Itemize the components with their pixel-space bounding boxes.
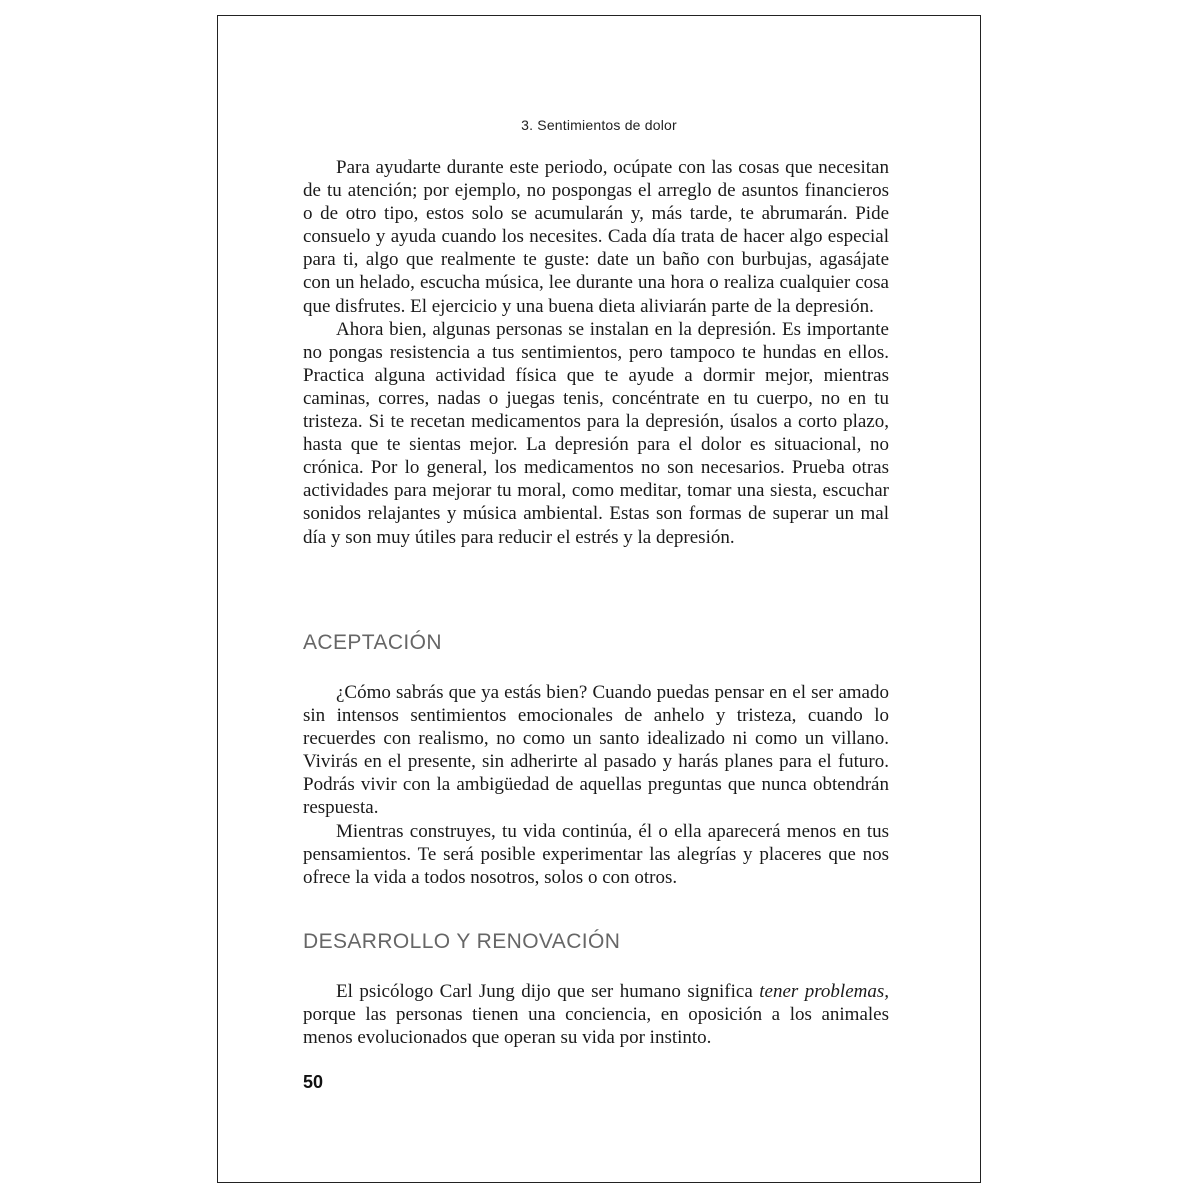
section-aceptacion-text	[303, 681, 889, 889]
page-number: 50	[303, 1072, 324, 1092]
section-heading-desarrollo: DESARROLLO Y RENOVACIÓN	[303, 930, 621, 953]
section-heading-aceptacion: ACEPTACIÓN	[303, 631, 442, 654]
italic-text-run: tener problemas,	[759, 981, 889, 1002]
paragraph: ¿Cómo sabrás que ya estás bien? Cuando puedas pensar en el ser amado sin intensos sentimientos emocionales de anhelo y tristeza, cuando lo recuerdes con realismo, no como un santo idealizado ni como un villano. Vivirás en el presente, sin adherirte al pasado y harás planes para el futuro. Podrás vivir con la ambigüedad de aquellas preguntas que nunca obtendrán respuesta.	[303, 682, 889, 819]
paragraph: Para ayudarte durante este periodo, ocúpate con las cosas que necesitan de tu atención; por ejemplo, no pospongas el arreglo de asuntos financieros o de otro tipo, estos solo se acumularán y, más tarde, te abrumarán. Pide consuelo y ayuda cuando los necesites. Cada día trata de hacer algo especial para ti, algo que realmente te guste: date un baño con burbujas, agasájate con un helado, escucha música, lee durante una hora o realiza cualquier cosa que disfrutes. El ejercicio y una buena dieta aliviarán parte de la depresión.	[303, 157, 889, 317]
section-desarrollo-text	[303, 980, 889, 1049]
paragraph: Ahora bien, algunas personas se instalan en la depresión. Es importante no pongas resistencia a tus sentimientos, pero tampoco te hundas en ellos. Practica alguna actividad física que te ayude a dormir mejor, mientras caminas, corres, nadas o juegas tenis, concéntrate en tu cuerpo, no en tu tristeza. Si te recetan medicamentos para la depresión, úsalos a corto plazo, hasta que te sientas mejor. La depresión para el dolor es situacional, no crónica. Por lo general, los medicamentos no son necesarios. Prueba otras actividades para mejorar tu moral, como meditar, tomar una siesta, escuchar sonidos relajantes y música ambiental. Estas son formas de superar un mal día y son muy útiles para reducir el estrés y la depresión.	[303, 318, 889, 548]
paragraph	[303, 980, 889, 1049]
text-run: porque las personas tienen una conciencia, en oposición a los animales menos evolucionados que operan su vida por instinto.	[303, 1004, 889, 1049]
running-head: 3. Sentimientos de dolor	[521, 117, 677, 133]
text-run: El psicólogo Carl Jung dijo que ser humano significa	[336, 981, 760, 1002]
paragraph: Mientras construyes, tu vida continúa, él o ella aparecerá menos en tus pensamientos. Te será posible experimentar las alegrías y placeres que nos ofrece la vida a todos nosotros, solos o con otros.	[303, 820, 889, 888]
section-depresion-text	[303, 156, 889, 549]
book-page	[217, 15, 981, 1183]
